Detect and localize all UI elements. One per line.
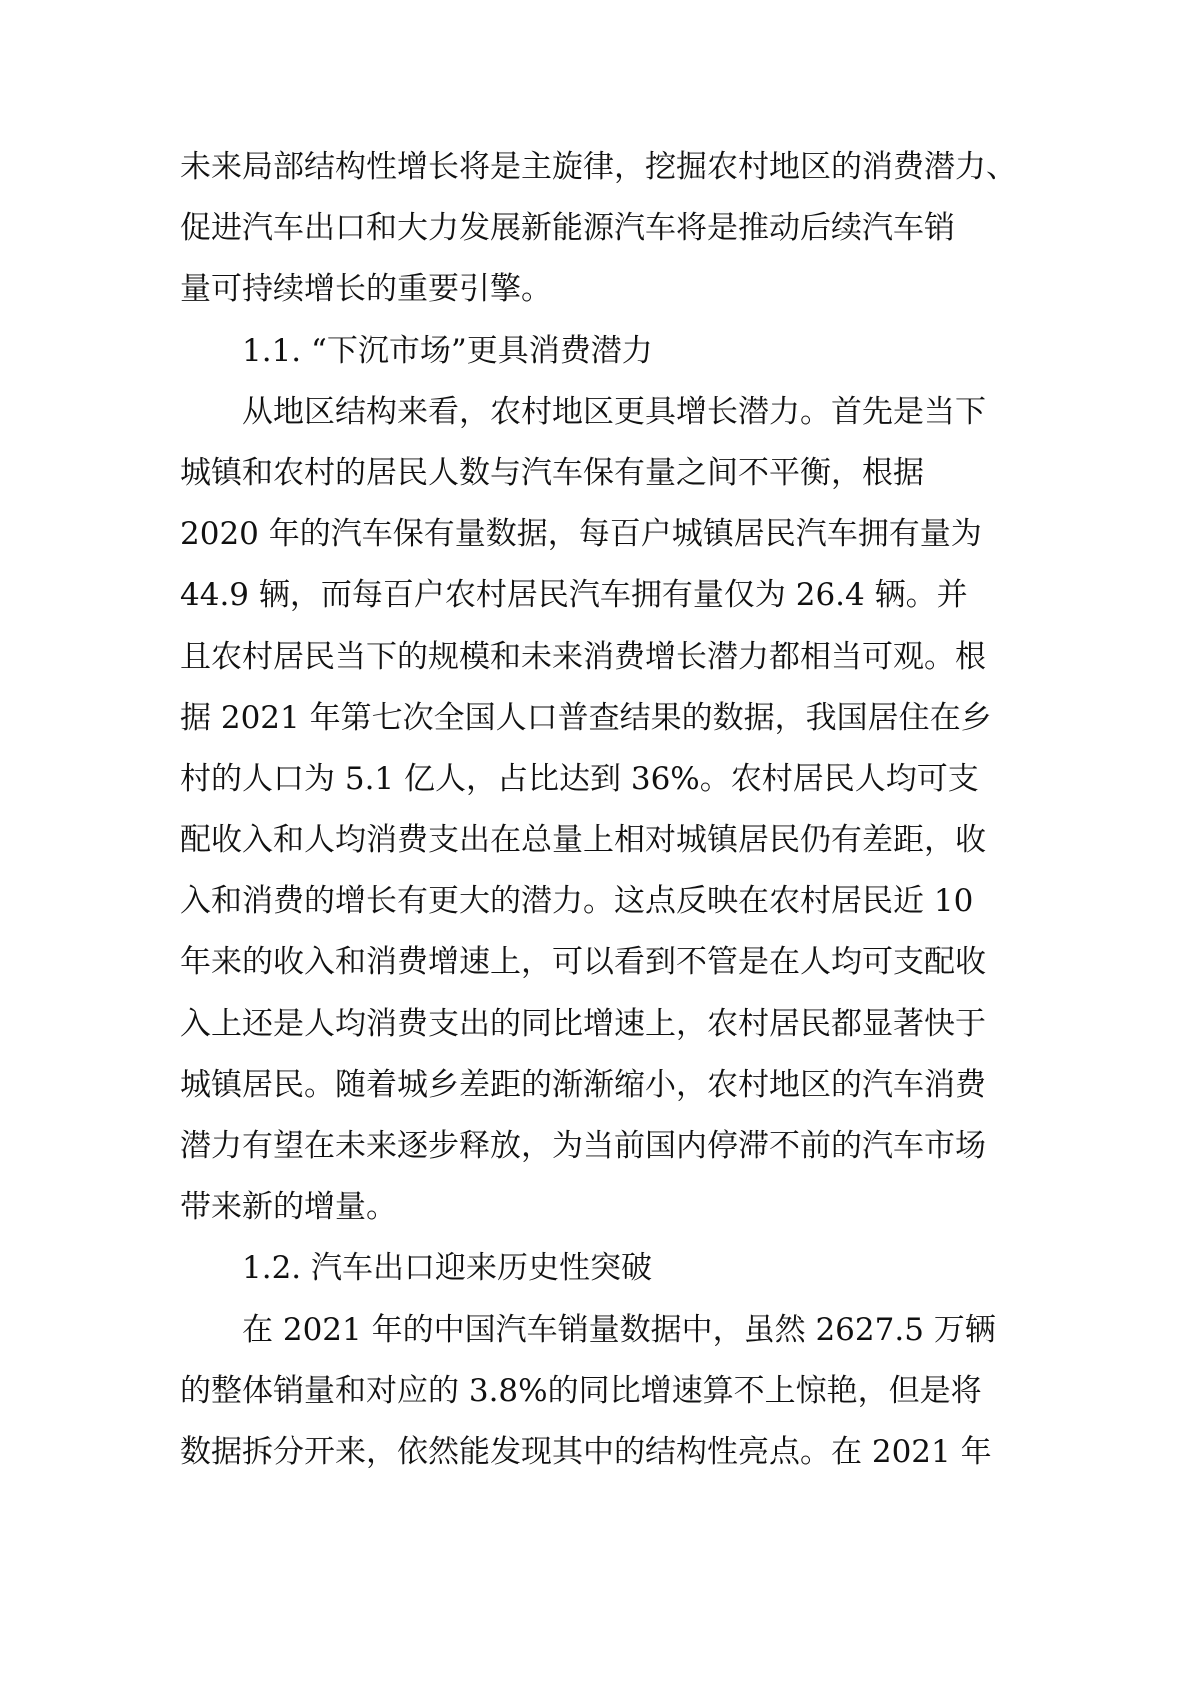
text-line: 的整体销量和对应的 3.8%的同比增速算不上惊艳，但是将: [180, 1372, 982, 1409]
text-line: 配收入和人均消费支出在总量上相对城镇居民仍有差距，收: [180, 822, 986, 859]
text-line: 且农村居民当下的规模和未来消费增长潜力都相当可观。根: [180, 638, 986, 675]
text-line: 从地区结构来看，农村地区更具增长潜力。首先是当下: [242, 393, 986, 430]
paragraph-car-exports: [180, 1300, 1020, 1484]
text-line: 带来新的增量。: [180, 1189, 397, 1226]
text-line: 年来的收入和消费增速上，可以看到不管是在人均可支配收: [180, 944, 986, 981]
text-line: 城镇和农村的居民人数与汽车保有量之间不平衡，根据: [180, 454, 924, 491]
text-line: 潜力有望在未来逐步释放，为当前国内停滞不前的汽车市场: [180, 1128, 986, 1164]
text-line: 44.9 辆，而每百户农村居民汽车拥有量仅为 26.4 辆。并: [180, 577, 968, 614]
text-line: 据 2021 年第七次全国人口普查结果的数据，我国居住在乡: [180, 699, 992, 736]
paragraph-continuation: [180, 137, 1020, 321]
text-line: 城镇居民。随着城乡差距的渐渐缩小，农村地区的汽车消费: [180, 1066, 986, 1103]
text-line: 促进汽车出口和大力发展新能源汽车将是推动后续汽车销: [180, 210, 955, 247]
section-heading-1-2: 1.2. 汽车出口迎来历史性突破: [242, 1250, 653, 1287]
text-line: 村的人口为 5.1 亿人，占比达到 36%。农村居民人均可支: [180, 760, 979, 797]
text-line: 未来局部结构性增长将是主旋律，挖掘农村地区的消费潜力、: [180, 149, 1017, 185]
text-line: 在 2021 年的中国汽车销量数据中，虽然 2627.5 万辆: [242, 1311, 996, 1348]
text-line: 数据拆分开来，依然能发现其中的结构性亮点。在 2021 年: [180, 1433, 992, 1470]
document-body: [180, 137, 1020, 1483]
text-line: 入上还是人均消费支出的同比增速上，农村居民都显著快于: [180, 1005, 986, 1042]
section-heading-1-1: 1.1. “下沉市场”更具消费潜力: [242, 332, 653, 369]
text-line: 2020 年的汽车保有量数据，每百户城镇居民汽车拥有量为: [180, 516, 982, 553]
paragraph-rural-market: [180, 382, 1020, 1239]
text-line: 入和消费的增长有更大的潜力。这点反映在农村居民近 10: [180, 883, 974, 920]
text-line: 量可持续增长的重要引擎。: [180, 271, 552, 308]
